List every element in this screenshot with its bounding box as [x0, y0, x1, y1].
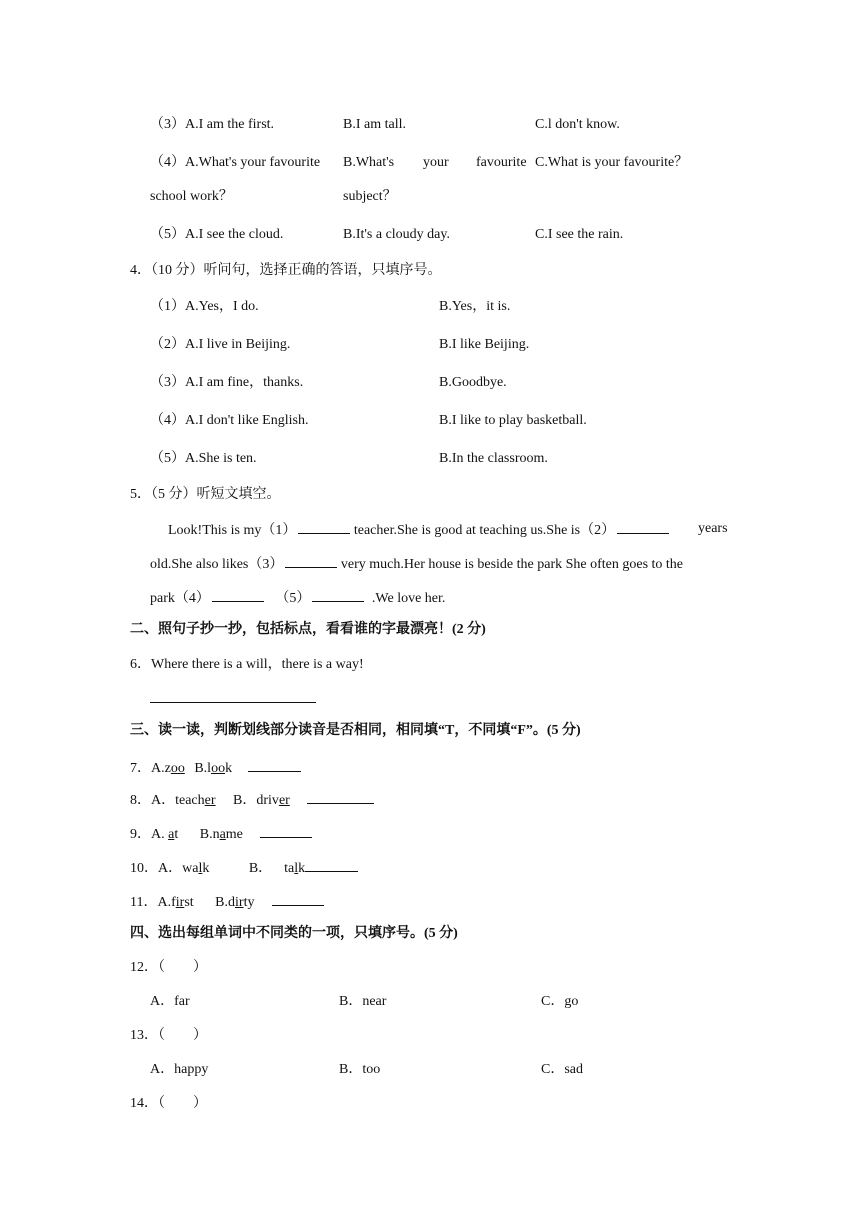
- q4-item-2: （2）A.I live in Beijing.: [150, 337, 291, 352]
- q12-option-b: B．near: [339, 994, 387, 1009]
- q12-option-a: A．far: [150, 994, 190, 1009]
- q3-item-3-option-b: B.I am tall.: [343, 117, 406, 132]
- q5-blank-3[interactable]: [285, 554, 337, 568]
- q6-sentence: 6．Where there is a will，there is a way!: [130, 657, 364, 672]
- section-4-heading: 四、选出每组单词中不同类的一项，只填序号。(5 分): [130, 926, 458, 941]
- q5-blank-2[interactable]: [617, 520, 669, 534]
- q13-option-b: B．too: [339, 1062, 381, 1077]
- q4-item-5-option-b: B.In the classroom.: [439, 451, 548, 466]
- q4-item-4-option-b: B.I like to play basketball.: [439, 413, 587, 428]
- q7-answer-blank[interactable]: [248, 758, 301, 772]
- q3-item-4-option-c: C.What is your favourite？: [535, 155, 689, 170]
- q3-item-5-option-b: B.It's a cloudy day.: [343, 227, 450, 242]
- q12-answer-bracket[interactable]: 12．（ ）: [130, 960, 207, 975]
- q3-item-5-option-c: C.I see the rain.: [535, 227, 624, 242]
- q10-answer-blank[interactable]: [305, 858, 358, 872]
- q5-blank-5[interactable]: [312, 588, 364, 602]
- q4-item-1-option-b: B.Yes，it is.: [439, 299, 511, 314]
- q5-blank-1[interactable]: [298, 520, 350, 534]
- q6-answer-line[interactable]: [150, 702, 316, 703]
- q3-item-3: （3）A.I am the first.: [150, 117, 275, 132]
- q3-item-4-option-b-cont: subject？: [343, 189, 397, 204]
- q9-answer-blank[interactable]: [260, 824, 312, 838]
- q10: 10．A．walk B． talk: [130, 858, 358, 878]
- q13-answer-bracket[interactable]: 13．（ ）: [130, 1028, 207, 1043]
- q4-item-3-option-b: B.Goodbye.: [439, 375, 507, 390]
- q4-item-4: （4）A.I don't like English.: [150, 413, 309, 428]
- q3-item-3-option-c: C.l don't know.: [535, 117, 620, 132]
- q5-blank-4[interactable]: [212, 588, 264, 602]
- q4-item-3: （3）A.I am fine，thanks.: [150, 375, 304, 390]
- q4-item-5: （5）A.She is ten.: [150, 451, 257, 466]
- q4-item-1: （1）A.Yes，I do.: [150, 299, 259, 314]
- q3-item-4-option-b-word2: your: [423, 155, 449, 170]
- q5-passage-line-1: Look!This is my（1） teacher.She is good at teaching us.She is（2）: [168, 520, 669, 540]
- q3-item-4: （4）A.What's your favourite: [150, 155, 321, 170]
- section-3-heading: 三、读一读，判断划线部分读音是否相同，相同填“T，不同填“F”。(5 分): [130, 723, 581, 738]
- q5-passage-line-2: old.She also likes（3） very much.Her house is beside the park She often goes to the: [150, 554, 683, 574]
- q4-item-2-option-b: B.I like Beijing.: [439, 337, 530, 352]
- q8-answer-blank[interactable]: [307, 790, 374, 804]
- q8: 8．A．teacher B．driver: [130, 790, 374, 810]
- q9: 9．A. at B.name: [130, 824, 312, 844]
- q5-heading: 5．（5 分）听短文填空。: [130, 487, 281, 502]
- q3-item-4-option-b-word1: B.What's: [343, 155, 395, 170]
- q3-item-4-option-a-cont: school work？: [150, 189, 233, 204]
- q5-passage-line-3: park（4） （5） .We love her.: [150, 588, 445, 608]
- q13-option-a: A．happy: [150, 1062, 209, 1077]
- section-2-heading: 二、照句子抄一抄，包括标点，看看谁的字最漂亮！(2 分): [130, 622, 486, 637]
- q11: 11．A.first B.dirty: [130, 892, 324, 912]
- q7: 7．A.zoo B.look: [130, 758, 301, 778]
- q12-option-c: C．go: [541, 994, 579, 1009]
- q4-heading: 4．（10 分）听问句，选择正确的答语，只填序号。: [130, 263, 442, 278]
- q5-passage-line-1-end: years: [698, 521, 728, 536]
- q13-option-c: C．sad: [541, 1062, 583, 1077]
- q3-item-4-option-b-word3: favourite: [476, 155, 527, 170]
- q11-answer-blank[interactable]: [272, 892, 324, 906]
- q14-answer-bracket[interactable]: 14．（ ）: [130, 1096, 207, 1111]
- q3-item-5: （5）A.I see the cloud.: [150, 227, 284, 242]
